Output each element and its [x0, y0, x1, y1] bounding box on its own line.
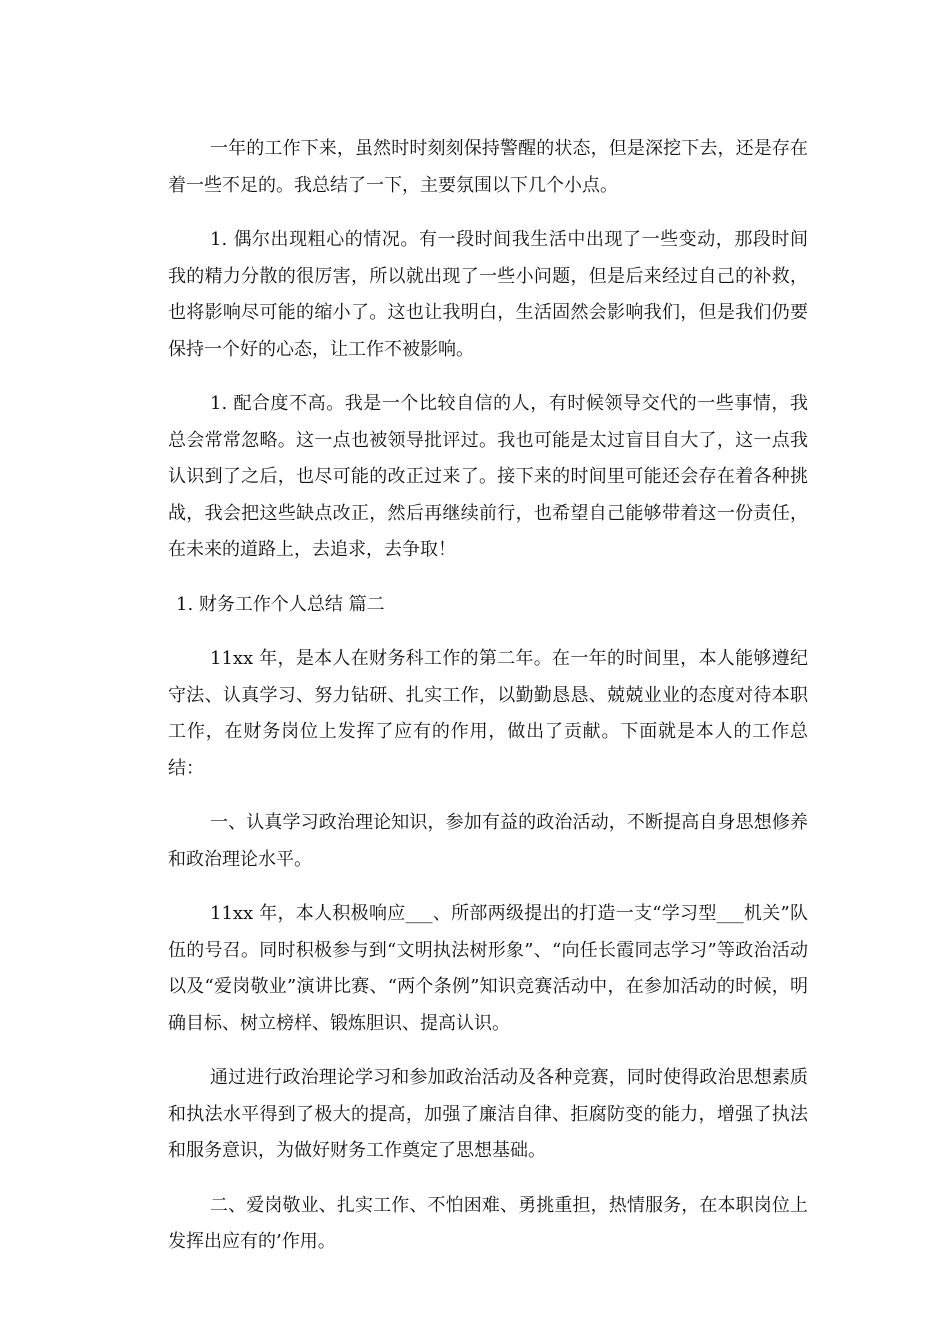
section-heading: 1. 财务工作个人总结 篇二: [176, 593, 385, 615]
paragraph-point-one: 一、认真学习政治理论知识，参加有益的政治活动，不断提高自身思想修养和政治理论水平。: [168, 812, 808, 870]
paragraph-point-two: 二、爱岗敬业、扎实工作、不怕困难、勇挑重担，热情服务，在本职岗位上发挥出应有的’作用。: [168, 1194, 808, 1252]
paragraph-study-results: 通过进行政治理论学习和参加政治活动及各种竞赛，同时使得政治思想素质和执法水平得到了极大的提高，加强了廉洁自律、拒腐防变的能力，增强了执法和服务意识，为做好财务工作奠定了思想基础。: [168, 1067, 808, 1161]
paragraph-shortcomings-intro: 一年的工作下来，虽然时时刻刻保持警醒的状态，但是深挖下去，还是存在着一些不足的。我总结了一下，主要氛围以下几个小点。: [168, 138, 808, 196]
paragraph-year-summary: 11xx 年，是本人在财务科工作的第二年。在一年的时间里，本人能够遵纪守法、认真学习、努力钻研、扎实工作，以勤勤恳恳、兢兢业业的态度对待本职工作，在财务岗位上发挥了应有的作用，做出了贡献。下面就是本人的工作总结：: [168, 648, 808, 779]
document-body: [168, 131, 808, 1279]
paragraph-political-activities: 11xx 年，本人积极响应___、所部两级提出的打造一支“学习型___机关”队伍的号召。同时积极参与到“文明执法树形象”、“向任长霞同志学习”等政治活动以及“爱岗敬业”演讲比赛、“两个条例”知识竞赛活动中，在参加活动的时候，明确目标、树立榜样、锻炼胆识、提高认识。: [168, 903, 808, 1034]
paragraph-cooperation: 1. 配合度不高。我是一个比较自信的人，有时候领导交代的一些事情，我总会常常忽略。这一点也被领导批评过。我也可能是太过盲目自大了，这一点我认识到了之后，也尽可能的改正过来了。接下来的时间里可能还会存在着各种挑战，我会把这些缺点改正，然后再继续前行，也希望自己能够带着这一份责任，在未来的道路上，去追求，去争取！: [168, 393, 808, 560]
paragraph-carelessness: 1. 偶尔出现粗心的情况。有一段时间我生活中出现了一些变动，那段时间我的精力分散的很厉害，所以就出现了一些小问题，但是后来经过自己的补救，也将影响尽可能的缩小了。这也让我明白，生活固然会影响我们，但是我们仍要保持一个好的心态，让工作不被影响。: [168, 229, 808, 360]
